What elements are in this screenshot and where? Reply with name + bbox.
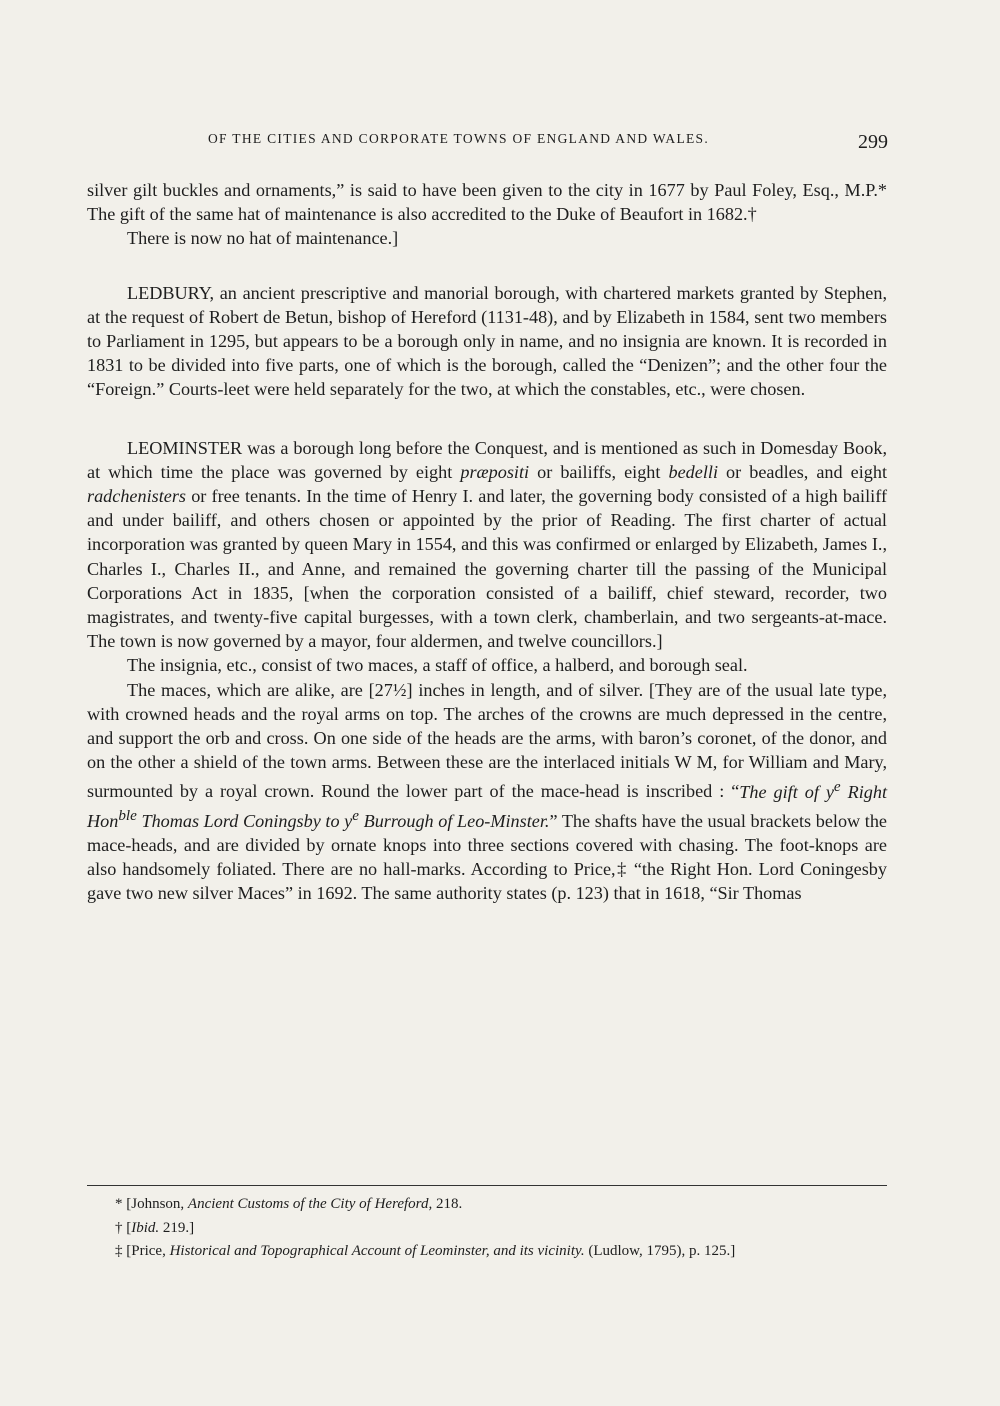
paragraph-ledbury: LEDBURY, an ancient prescriptive and manorial borough, with chartered markets granted by Stephen, at the request of Robert de Betun, bishop of Hereford (1131-48), and by Elizabeth in 1584, sent two members to Parliament in 1295, but appears to be a borough only in name, and no insignia are known. It is recorded in 1831 to be divided into five parts, one of which is the borough, called the “Denizen”; and the other four the “Foreign.” Courts-leet were held separately for the two, at which the constables, etc., were chosen. [87,282,887,400]
term-praepositi: præpositi [460,461,530,482]
term-radchenisters: radchenisters [87,486,187,507]
paragraph-no-hat: There is now no hat of maintenance.] [127,228,399,249]
paragraph-insignia: The insignia, etc., consist of two maces, a staff of office, a halberd, and borough seal. [127,655,748,676]
inscription-part-c: Thomas Lord Coningsby to y [141,810,353,831]
leominster-text-2: or bailiffs, eight [537,461,661,482]
body-text [87,178,887,906]
paragraph-hat-continued: silver gilt buckles and ornaments,” is said to have been given to the city in 1677 by Paul Foley, Esq., M.P.* The gift of the same hat of maintenance is also accredited to the Duke of Beaufort in 1682.† [87,180,887,225]
footnote-rule [87,1185,887,1186]
leominster-text-3: or beadles, and eight [726,461,888,482]
footnote-1 [115,1193,895,1217]
footnote-2-mark: † [ [115,1219,132,1236]
footnote-3 [115,1240,895,1264]
page-number: 299 [858,131,888,153]
footnote-3-title: Historical and Topographical Account of Leominster, and its vicinity. [169,1243,585,1259]
footnote-1-rest: 218. [435,1196,463,1212]
paragraph-leominster [87,436,887,654]
footnote-3-rest: (Ludlow, 1795), p. 125.] [588,1243,736,1259]
maces-text-2: ” The shafts have the usual brackets below the mace-heads, and are divided by ornate knops into three sections covered with chasing. The foot-knops are also handsomely foliated. There are no hall-marks. According to Price,‡ “the Right Hon. Lord Coningesby gave two new silver Maces” in 1692. The same authority states (p. 123) that in 1618, “Sir Thomas [87,810,887,904]
inscription-part-d: Burrough of Leo-Minster. [363,810,550,831]
inscription-part-a: The gift of y [739,781,834,802]
inscription-sup-e2: e [352,806,359,824]
paragraph-maces [87,678,887,906]
footnotes [115,1193,895,1264]
footnote-1-title: Ancient Customs of the City of Hereford, [187,1196,433,1212]
inscription-sup-e: e [833,777,841,795]
maces-text-1: The maces, which are alike, are [27½] inches in length, and of silver. [They are of the usual late type, with crowned heads and the royal arms on top. The arches of the crowns are much depressed in the centre, and support the orb and cross. On one side of the heads are the arms, with baron’s coronet, of the donor, and on the other a shield of the town arms. Between these are the interlaced initials W M, for William and Mary, surmounted by a royal crown. Round the lower part of the mace-head is inscribed : “ [87,679,887,802]
inscription-sup-ble: ble [118,806,137,824]
footnote-2 [115,1217,895,1241]
footnote-2-rest: 219.] [162,1219,195,1236]
running-head: OF THE CITIES AND CORPORATE TOWNS OF ENGLAND AND WALES. [208,131,710,146]
term-bedelli: bedelli [668,461,718,482]
footnote-1-mark: * [Johnson, [115,1196,185,1212]
leominster-text-4: or free tenants. In the time of Henry I. and later, the governing body consisted of a high bailiff and under bailiff, and others chosen or appointed by the prior of Reading. The first charter of actual incorporation was granted by queen Mary in 1554, and this was confirmed or enlarged by Elizabeth, James I., Charles I., Charles II., and Anne, and remained the governing charter till the passing of the Municipal Corporations Act in 1835, [when the corporation consisted of a bailiff, chief steward, recorder, two magistrates, and twenty-five capital burgesses, with a town clerk, chamberlain, and two sergeants-at-mace. The town is now governed by a mayor, four aldermen, and twelve councillors.] [87,486,887,652]
inscription-part-b: Right Hon [87,781,888,831]
footnote-2-ibid: Ibid. [131,1219,160,1236]
leominster-text-1: LEOMINSTER was a borough long before the Conquest, and is mentioned as such in Domesday Book, at which time the place was governed by eight [87,437,887,482]
footnote-3-mark: ‡ [Price, [115,1243,166,1259]
